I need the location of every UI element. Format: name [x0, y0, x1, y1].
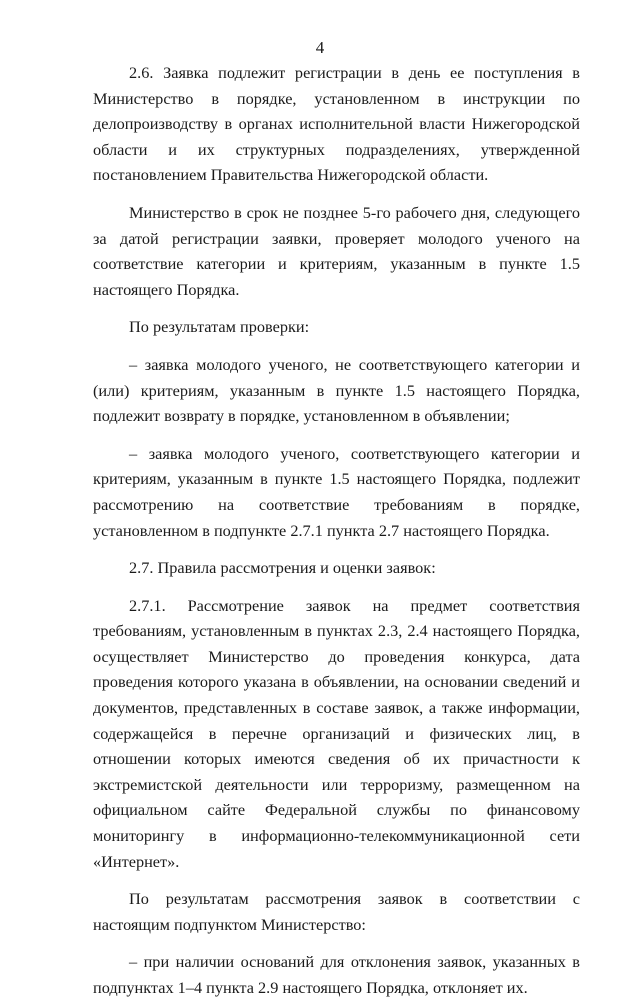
paragraph-2-7-heading: 2.7. Правила рассмотрения и оценки заявок:: [129, 558, 436, 578]
paragraph-review-application: – заявка молодого ученого, соответствующего категории и критериям, указанным в пункте 1.5 настоящего Порядка, подлежит рассмотрению на соответствие требованиям в порядке, установленном в подпункте 2.7.1 пункта 2.7 настоящего Порядка.: [93, 443, 580, 540]
paragraph-reject-applications: – при наличии оснований для отклонения заявок, указанных в подпунктах 1–4 пункта 2.9 настоящего Порядка, отклоняет их.: [93, 952, 580, 997]
page-number: 4: [315, 38, 325, 57]
paragraph-return-application: – заявка молодого ученого, не соответствующего категории и (или) критериям, указанным в пункте 1.5 настоящего Порядка, подлежит возврату в порядке, установленном в объявлении;: [93, 354, 580, 426]
paragraph-2-6-registration: 2.6. Заявка подлежит регистрации в день ее поступления в Министерство в порядке, установленном в инструкции по делопроизводству в органах исполнительной власти Нижегородской области и их структурных подразделениях, утвержденной постановлением Правительства Нижегородской области.: [93, 63, 580, 185]
document-body: [93, 60, 580, 1001]
paragraph-ministry-check: Министерство в срок не позднее 5-го рабочего дня, следующего за датой регистрации заявки, проверяет молодого ученого на соответствие категории и критериям, указанным в пункте 1.5 настоящего Порядка.: [93, 202, 580, 299]
paragraph-check-results-heading: По результатам проверки:: [129, 317, 310, 337]
paragraph-2-7-1-review: 2.7.1. Рассмотрение заявок на предмет соответствия требованиям, установленным в пунктах 2.3, 2.4 настоящего Порядка, осуществляет Министерство до проведения конкурса, дата проведения которого указана в объявлении, на основании сведений и документов, представленных в составе заявок, а также информации, содержащейся в перечне организаций и физических лиц, в отношении которых имеются сведения об их причастности к экстремистской деятельности или терроризму, размещенном на официальном сайте Федеральной службы по финансовому мониторингу в информационно-телекоммуникационной сети «Интернет».: [93, 595, 580, 871]
paragraph-review-results: По результатам рассмотрения заявок в соответствии с настоящим подпунктом Министерство:: [93, 889, 580, 934]
